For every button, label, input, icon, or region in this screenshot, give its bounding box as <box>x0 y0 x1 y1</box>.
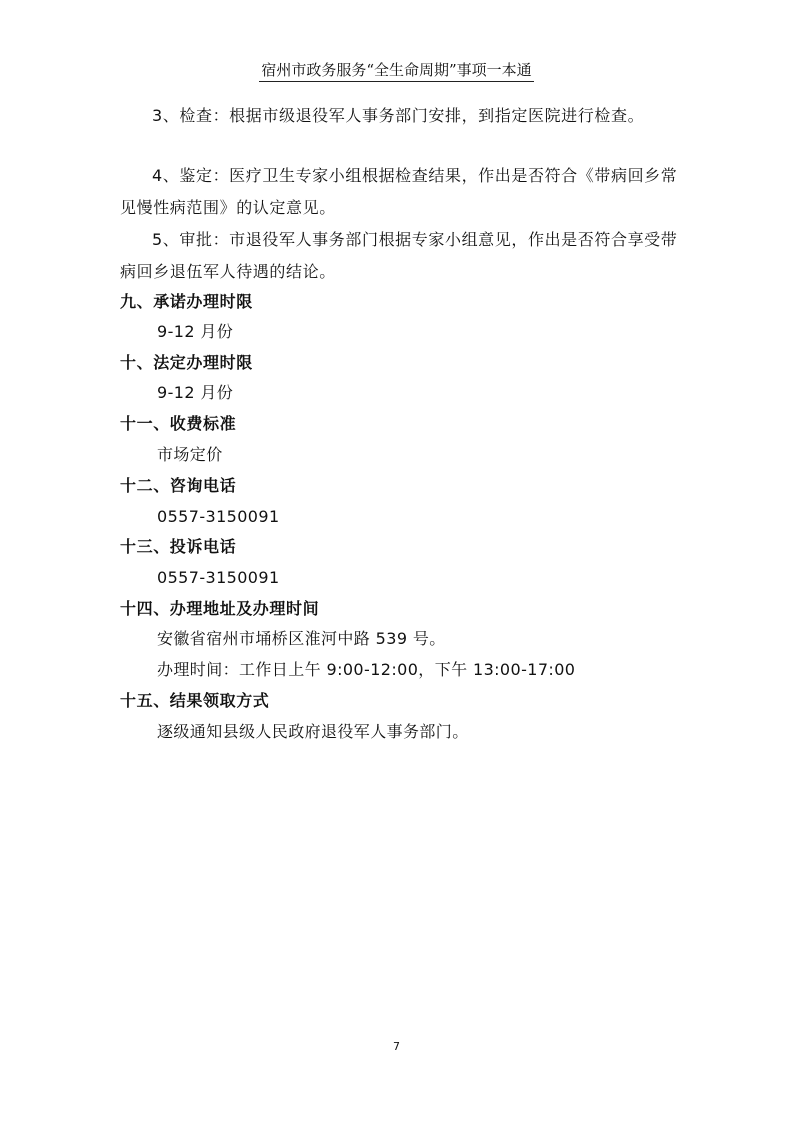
address-line: 安徽省宿州市埇桥区淮河中路 539 号。 <box>157 629 446 648</box>
result-value: 逐级通知县级人民政府退役军人事务部门。 <box>157 722 469 741</box>
consult-phone-heading: 十二、咨询电话 <box>120 476 237 495</box>
address-heading: 十四、办理地址及办理时间 <box>120 599 320 618</box>
promise-time-value: 9-12 月份 <box>157 322 234 341</box>
fee-value: 市场定价 <box>157 445 223 464</box>
complaint-phone-value: 0557-3150091 <box>157 568 280 587</box>
step-5-paragraph: 5、审批：市退役军人事务部门根据专家小组意见，作出是否符合享受带病回乡退伍军人待遇的结论。 <box>120 230 678 281</box>
step-3-paragraph: 3、检查：根据市级退役军人事务部门安排，到指定医院进行检查。 <box>152 106 645 125</box>
office-hours-line: 办理时间：工作日上午 9:00-12:00，下午 13:00-17:00 <box>157 660 576 679</box>
legal-time-heading: 十、法定办理时限 <box>120 353 253 372</box>
page-header <box>0 60 793 82</box>
page-number: 7 <box>393 1040 400 1053</box>
step-4-paragraph: 4、鉴定：医疗卫生专家小组根据检查结果，作出是否符合《带病回乡常见慢性病范围》的认定意见。 <box>120 166 678 217</box>
fee-heading: 十一、收费标准 <box>120 414 237 433</box>
result-heading: 十五、结果领取方式 <box>120 691 270 710</box>
header-title: 宿州市政务服务“全生命周期”事项一本通 <box>259 60 533 82</box>
complaint-phone-heading: 十三、投诉电话 <box>120 537 237 556</box>
promise-time-heading: 九、承诺办理时限 <box>120 292 253 311</box>
consult-phone-value: 0557-3150091 <box>157 507 280 526</box>
legal-time-value: 9-12 月份 <box>157 383 234 402</box>
